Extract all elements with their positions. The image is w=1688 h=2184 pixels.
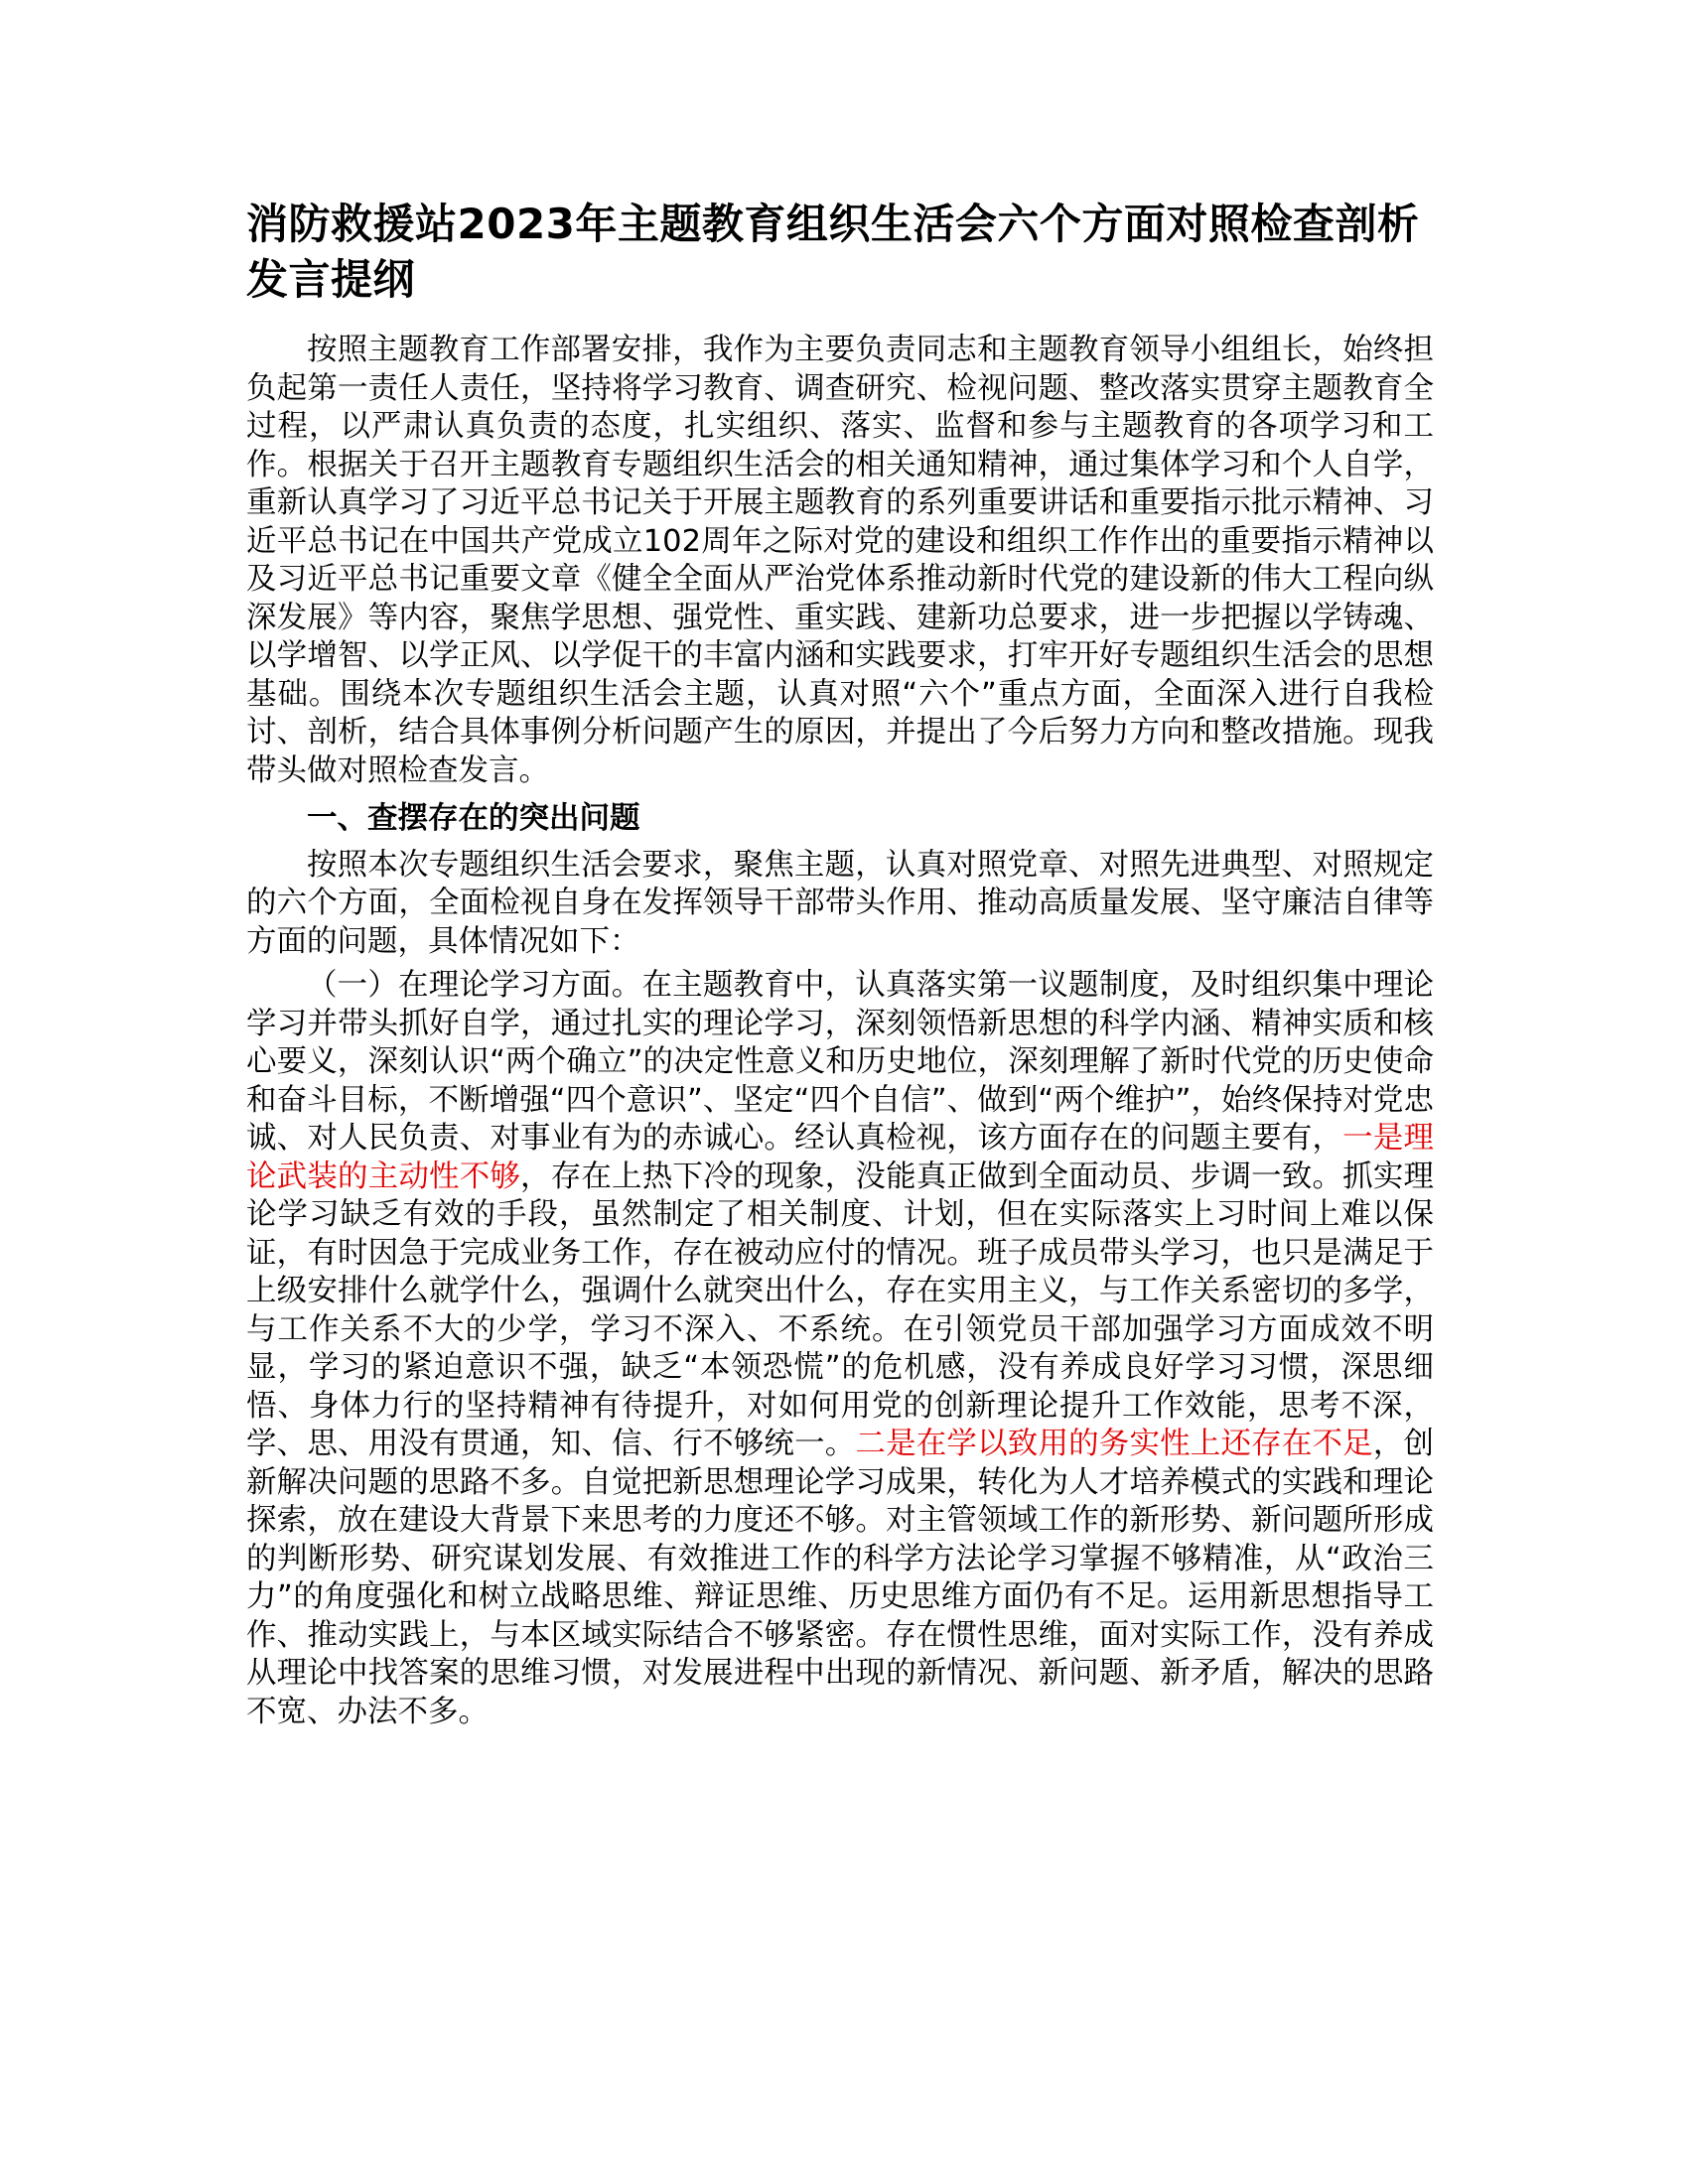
highlight-problem-two: 二是在学以致用的务实性上还存在不足 [855, 1427, 1373, 1461]
highlight-problem-one: 一是理论武装的主动性不够 [246, 1121, 1434, 1194]
section-intro-paragraph: 按照本次专题组织生活会要求，聚焦主题，认真对照党章、对照先进典型、对照规定的六个方面，全面检视自身在发挥领导干部带头作用、推动高质量发展、坚守廉洁自律等方面的问题，具体情况如下： [246, 847, 1434, 959]
theory-study-text-part1: （一）在理论学习方面。在主题教育中，认真落实第一议题制度，及时组织集中理论学习并带头抓好自学，通过扎实的理论学习，深刻领悟新思想的科学内涵、精神实质和核心要义，深刻认识“两个确立”的决定性意义和历史地位，深刻理解了新时代党的历史使命和奋斗目标，不断增强“四个意识”、坚定“四个自信”、做到“两个维护”，始终保持对党忠诚、对人民负责、对事业有为的赤诚心。经认真检视，该方面存在的问题主要有， [246, 968, 1434, 1156]
document-page [246, 197, 1434, 1737]
theory-study-text-part3: ，创新解决问题的思路不多。自觉把新思想理论学习成果，转化为人才培养模式的实践和理论探索，放在建设大背景下来思考的力度还不够。对主管领域工作的新形势、新问题所形成的判断形势、研究谋划发展、有效推进工作的科学方法论学习掌握不够精准，从“政治三力”的角度强化和树立战略思维、辩证思维、历史思维方面仍有不足。运用新思想指导工作、推动实践上，与本区域实际结合不够紧密。存在惯性思维，面对实际工作，没有养成从理论中找答案的思维习惯，对发展进程中出现的新情况、新问题、新矛盾，解决的思路不宽、办法不多。 [246, 1427, 1435, 1729]
document-title: 消防救援站2023年主题教育组织生活会六个方面对照检查剖析发言提纲 [246, 200, 1420, 304]
theory-study-paragraph [246, 967, 1434, 1731]
theory-study-text-part2: ，存在上热下冷的现象，没能真正做到全面动员、步调一致。抓实理论学习缺乏有效的手段，虽然制定了相关制度、计划，但在实际落实上习时间上难以保证，有时因急于完成业务工作，存在被动应付的情况。班子成员带头学习，也只是满足于上级安排什么就学什么，强调什么就突出什么，存在实用主义，与工作关系密切的多学，与工作关系不大的少学，学习不深入、不系统。在引领党员干部加强学习方面成效不明显，学习的紧迫意识不强，缺乏“本领恐慌”的危机感，没有养成良好学习习惯，深思细悟、身体力行的坚持精神有待提升，对如何用党的创新理论提升工作效能，思考不深，学、思、用没有贯通，知、信、行不够统一。 [246, 1159, 1435, 1461]
intro-paragraph: 按照主题教育工作部署安排，我作为主要负责同志和主题教育领导小组组长，始终担负起第一责任人责任，坚持将学习教育、调查研究、检视问题、整改落实贯穿主题教育全过程，以严肃认真负责的态度，扎实组织、落实、监督和参与主题教育的各项学习和工作。根据关于召开主题教育专题组织生活会的相关通知精神，通过集体学习和个人自学，重新认真学习了习近平总书记关于开展主题教育的系列重要讲话和重要指示批示精神、习近平总书记在中国共产党成立102周年之际对党的建设和组织工作作出的重要指示精神以及习近平总书记重要文章《健全全面从严治党体系推动新时代党的建设新的伟大工程向纵深发展》等内容，聚焦学思想、强党性、重实践、建新功总要求，进一步把握以学铸魂、以学增智、以学正风、以学促干的丰富内涵和实践要求，打牢开好专题组织生活会的思想基础。围绕本次专题组织生活会主题，认真对照“六个”重点方面，全面深入进行自我检讨、剖析，结合具体事例分析问题产生的原因，并提出了今后努力方向和整改措施。现我带头做对照检查发言。 [246, 333, 1434, 788]
section-heading-problems: 一、查摆存在的突出问题 [307, 801, 640, 836]
